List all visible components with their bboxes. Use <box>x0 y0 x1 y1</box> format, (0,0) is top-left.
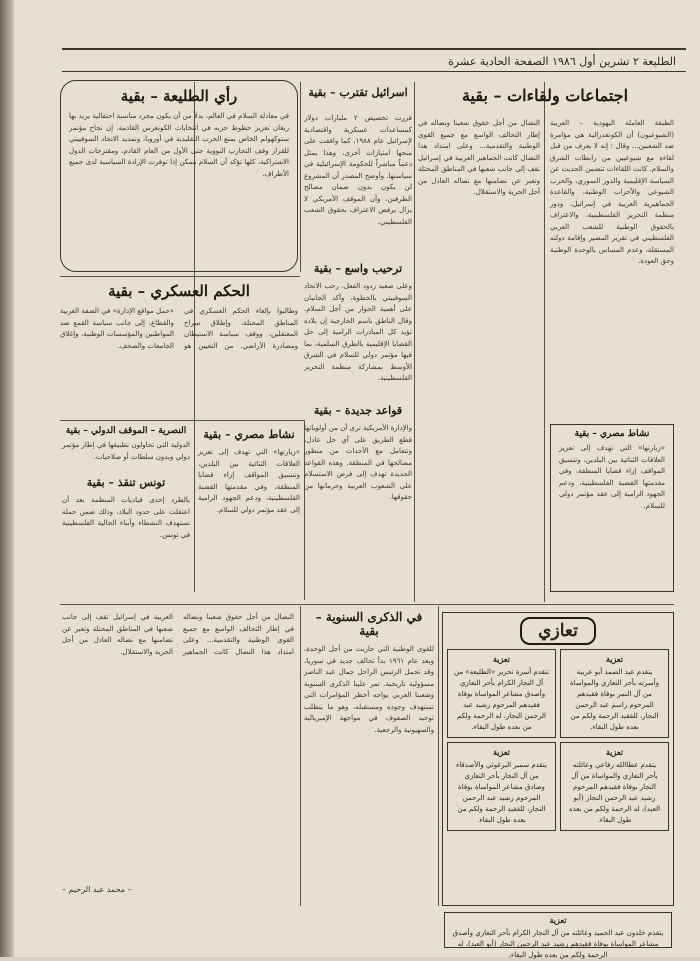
column-rule <box>300 606 301 906</box>
intl-conference-article <box>62 426 190 474</box>
page-binding <box>0 0 14 957</box>
vanguard-body: في معادلة السلام في العالم، بدلاً من أن يكون مجرد مناسبة احتفالية يريد بها ريغان تعزيز حظوظ حزبه في انتخابات الكونغرس القادمة. إن نجاح مؤتمر ستوكهولم الخاص بمنع الحرب التقليدية في أوروبا، وتمديد الاتحاد السوفييتي للقرار وقف التجارب النووية حتى الأول من العام القادم، ومقترحات الدول الاشتراكية، كلها تؤكد أن السلام ممكن إذا توفرت الإرادة السياسية لدى جميع الأطراف. <box>69 112 289 178</box>
military-headline: الحكم العسكري – بقية <box>108 282 250 300</box>
tunisia-body: بالطرد إحدى قياديات المنظمة بعد أن اعتقلت على حدود البلاد، وذلك ضمن حملة تستهدف النشطاء وأبناء الجالية الفلسطينية في تونس. <box>62 496 190 539</box>
section-rule <box>194 420 304 421</box>
intl-conference-headline: النصرية – الموقف الدولي – بقية <box>65 426 187 436</box>
newspaper-page <box>14 0 700 957</box>
condolence-item-bottom <box>444 912 672 959</box>
military-article <box>60 282 298 428</box>
welcome-headline: ترحيب واسع – بقية <box>313 262 403 275</box>
condolence-label: تعزية <box>605 747 623 757</box>
column-rule <box>544 82 545 602</box>
election-note-title: نشاط مصري – بقية <box>574 429 650 439</box>
struggle-body: النضال من أجل حقوق شعبنا ونضاله في إطار التحالف الواسع مع جميع القوى الوطنية والتقدمية... وعلى امتداد هذا النضال كانت الجماهير العربية في إسرائيل تقف إلى جانب شعبها في المناطق المحتلة وتعبر عن تضامنها مع نضاله العادل من أجل الحرية والاستقلال. <box>62 613 294 656</box>
condolence-item <box>560 649 669 738</box>
condolence-text: يتقدم خلدون عبد الحميد وعائلته من آل النجار الكرام بأحر التعازي وأصدق مشاعر المواساة بوفاة فقيدهم رشيد عبد الرحمن النجار (أبو العبد)، له الرحمة ولكم من بعده طول البقاء. <box>452 929 664 959</box>
condolence-label: تعزية <box>492 654 510 664</box>
condolence-label: تعزية <box>605 654 623 664</box>
condolence-text: تتقدم أسرة تحرير «الطليعة» من آل النجار الكرام بأحر التعازي وأصدق مشاعر المواساة بوفاة فقيدهم المرحوم رشيد عبد الرحمن النجار، له الرحمة ولكم من بعده طول البقاء. <box>453 668 549 731</box>
condolence-text: يتقدم عطاالله رفاعي وعائلته بأحر التعازي والمواساة من آل النجار بوفاة فقيدهم المرحوم رشيد عبد الرحمن النجار (أبو العبد)، له الرحمة ولكم من بعده طول البقاء. <box>568 761 661 824</box>
new-rules-article <box>304 404 412 573</box>
egypt-article <box>198 428 300 579</box>
condolence-item <box>447 742 556 831</box>
new-rules-body: والإدارة الأمريكية ترى أن من أولوياتها قطع الطريق على أي حل عادل، وتتعامل مع الأحداث من منظور مصالحها في المنطقة. وهذه القواعد الجديدة تهدف إلى فرض الاستسلام على الشعوب العربية وحرمانها من حقوقها. <box>304 424 412 501</box>
struggle-article <box>62 612 294 896</box>
welcome-article <box>304 262 412 417</box>
condolences-title: تعازي <box>520 617 596 645</box>
vanguard-headline: رأي الطليعة – بقية <box>120 87 238 105</box>
vanguard-opinion-box <box>60 80 298 272</box>
anniversary-article <box>304 610 434 934</box>
tunisia-headline: تونس تنقذ – بقية <box>86 476 166 489</box>
egypt-body: «زيارتها» التي تهدف إلى تعزيز العلاقات الثنائية بين البلدين، وتنسيق المواقف إزاء قضايا المنطقة، وفي مقدمتها القضية الفلسطينية، ودعم الجهود الرامية إلى عقد مؤتمر دولي للسلام. <box>198 448 300 514</box>
condolence-label: تعزية <box>549 915 567 925</box>
column-rule <box>300 82 301 272</box>
anniversary-body: للقوى الوطنية التي حاربت من أجل الوحدة، وبعد عام ١٩٦١ بدأ تحالف جديد في سوريا، وقد تحمل الرئيس الراحل جمال عبد الناصر مسؤولية تاريخية. تمر علينا الذكرى السنوية وشعبنا العربي يواجه أخطر المؤامرات التي تستهدف وجوده ومستقبله، وهو ما يتطلب توحيد الصفوف في مواجهة الإمبريالية والصهيونية والرجعية. <box>304 645 434 734</box>
section-rule <box>60 604 674 605</box>
new-rules-headline: قواعد جديدة – بقية <box>313 404 403 417</box>
struggle-signature: – محمد عبد الرحيم – <box>62 885 132 894</box>
egypt-headline: نشاط مصري – بقية <box>203 428 295 441</box>
meetings-body-col2: النضال من أجل حقوق شعبنا ونضاله في إطار التحالف الواسع مع جميع القوى الوطنية والتقدمية... وعلى امتداد هذا النضال كانت الجماهير العربية في إسرائيل تقف إلى جانب شعبها في المناطق المحتلة وتعبر عن تضامنها مع نضاله العادل من أجل الحرية والاستقلال. <box>418 119 540 196</box>
intl-conference-body: الدولية التي تحاولون تطبيقها في إطار مؤتمر دولي وبدون سلطات أو صلاحيات. <box>62 441 190 461</box>
condolence-item <box>560 742 669 831</box>
welcome-body: وعلى صعيد ردود الفعل، رحب الاتحاد السوفييتي بالخطوة، وأكد الجانبان على أهمية الحوار من أجل السلام. وقال الناطق باسم الخارجية إن بلاده تؤيد كل المبادرات الرامية إلى حل القضايا الإقليمية بالطرق السلمية، بما فيها مؤتمر دولي للسلام في الشرق الأوسط بمشاركة منظمة التحرير الفلسطينية. <box>304 282 412 382</box>
israel-body: قررت تخصيص ٢ مليارات دولار كمساعدات عسكرية واقتصادية لإسرائيل عام ١٩٨٨، كما وافقت على منحها امتيازات أخرى، وهذا يمثل دعماً مباشراً للحكومة الإسرائيلية في سياستها. وأوضح المصدر أن المشروع لن يكون بدون ضمان مصالح الطرفين، وأن الموقف الأمريكي لا يزال يرفض الاعتراف بحقوق الشعب الفلسطيني. <box>304 114 412 226</box>
condolence-text: يتقدم عبد الصمد أبو عريبة وأسرته بأحر التعازي والمواساة من آل النمر بوفاة فقيدهم المرحوم راسم عبد الرحمن النجار، للفقيد الرحمة ولكم من بعده طول البقاء. <box>570 668 659 731</box>
meetings-article-header <box>416 86 674 114</box>
israel-headline: اسرائيل تقترب – بقية <box>308 86 408 99</box>
military-body: وطالبوا بإلغاء الحكم العسكري في المناطق المحتلة، وإطلاق سراح المعتقلين، ووقف سياسة الاستيطان ومصادرة الأراضي. من التعيين هو «حمل مواقع الإدارة» في الضفة الغربية والقطاع، إلى جانب سياسة القمع ضد المواطنين والمؤسسات الوطنية، وإغلاق الجامعات والصحف. <box>60 307 298 350</box>
column-rule <box>414 82 415 602</box>
israel-article <box>304 86 412 263</box>
header-line: الطليعة ٢ تشرين أول ١٩٨٦ الصفحة الحادية عشرة <box>448 55 676 68</box>
column-rule <box>438 606 439 906</box>
condolences-section <box>442 612 674 906</box>
page-header <box>62 48 686 72</box>
anniversary-headline: في الذكرى السنوية – بقية <box>315 610 423 638</box>
section-rule <box>60 420 194 421</box>
section-rule <box>60 276 300 277</box>
tunisia-article <box>62 476 190 595</box>
election-note-body: «زيارتها» التي تهدف إلى تعزيز العلاقات الثنائية بين البلدين، وتنسيق المواقف إزاء قضايا المنطقة، وفي مقدمتها القضية الفلسطينية، ودعم الجهود الرامية إلى عقد مؤتمر دولي للسلام. <box>559 444 665 510</box>
election-note-box <box>550 424 674 592</box>
meetings-body-col1: الطبقة العاملة اليهودية – العربية (الشيوعيون) أن الكونفدرالية هي مؤامرة ضد الشعبين... وقال : إنه لا يعرف من قبل لقاءه مع شيوعيين من رابطات الشرق والسلام. كانت اللقاءات تتضمن الحديث عن السياسة الإقليمية والدور السوري، والحزب الشيوعي والأحزاب الوطنية، والقاعدة الجماهيرية العربية في إسرائيل، ودور منظمة التحرير الفلسطينية، والاعتراف بالحقوق الوطنية للشعب العربي الفلسطيني في تقرير المصير وإقامة دولته المستقلة، وعدم المساس بالوحدة الوطنية وحق العودة. <box>550 119 674 265</box>
condolence-item <box>447 649 556 738</box>
condolence-label: تعزية <box>492 747 510 757</box>
condolence-text: يتقدم سمير البرغوثي والأصدقاء من آل النجار بأحر التعازي وصادق مشاعر المواساة بوفاة المرحوم رشيد عبد الرحمن النجار، للفقيد الرحمة ولكم من بعده طول البقاء. <box>456 761 547 824</box>
meetings-headline: اجتماعات ولقاءات – بقية <box>461 86 629 105</box>
